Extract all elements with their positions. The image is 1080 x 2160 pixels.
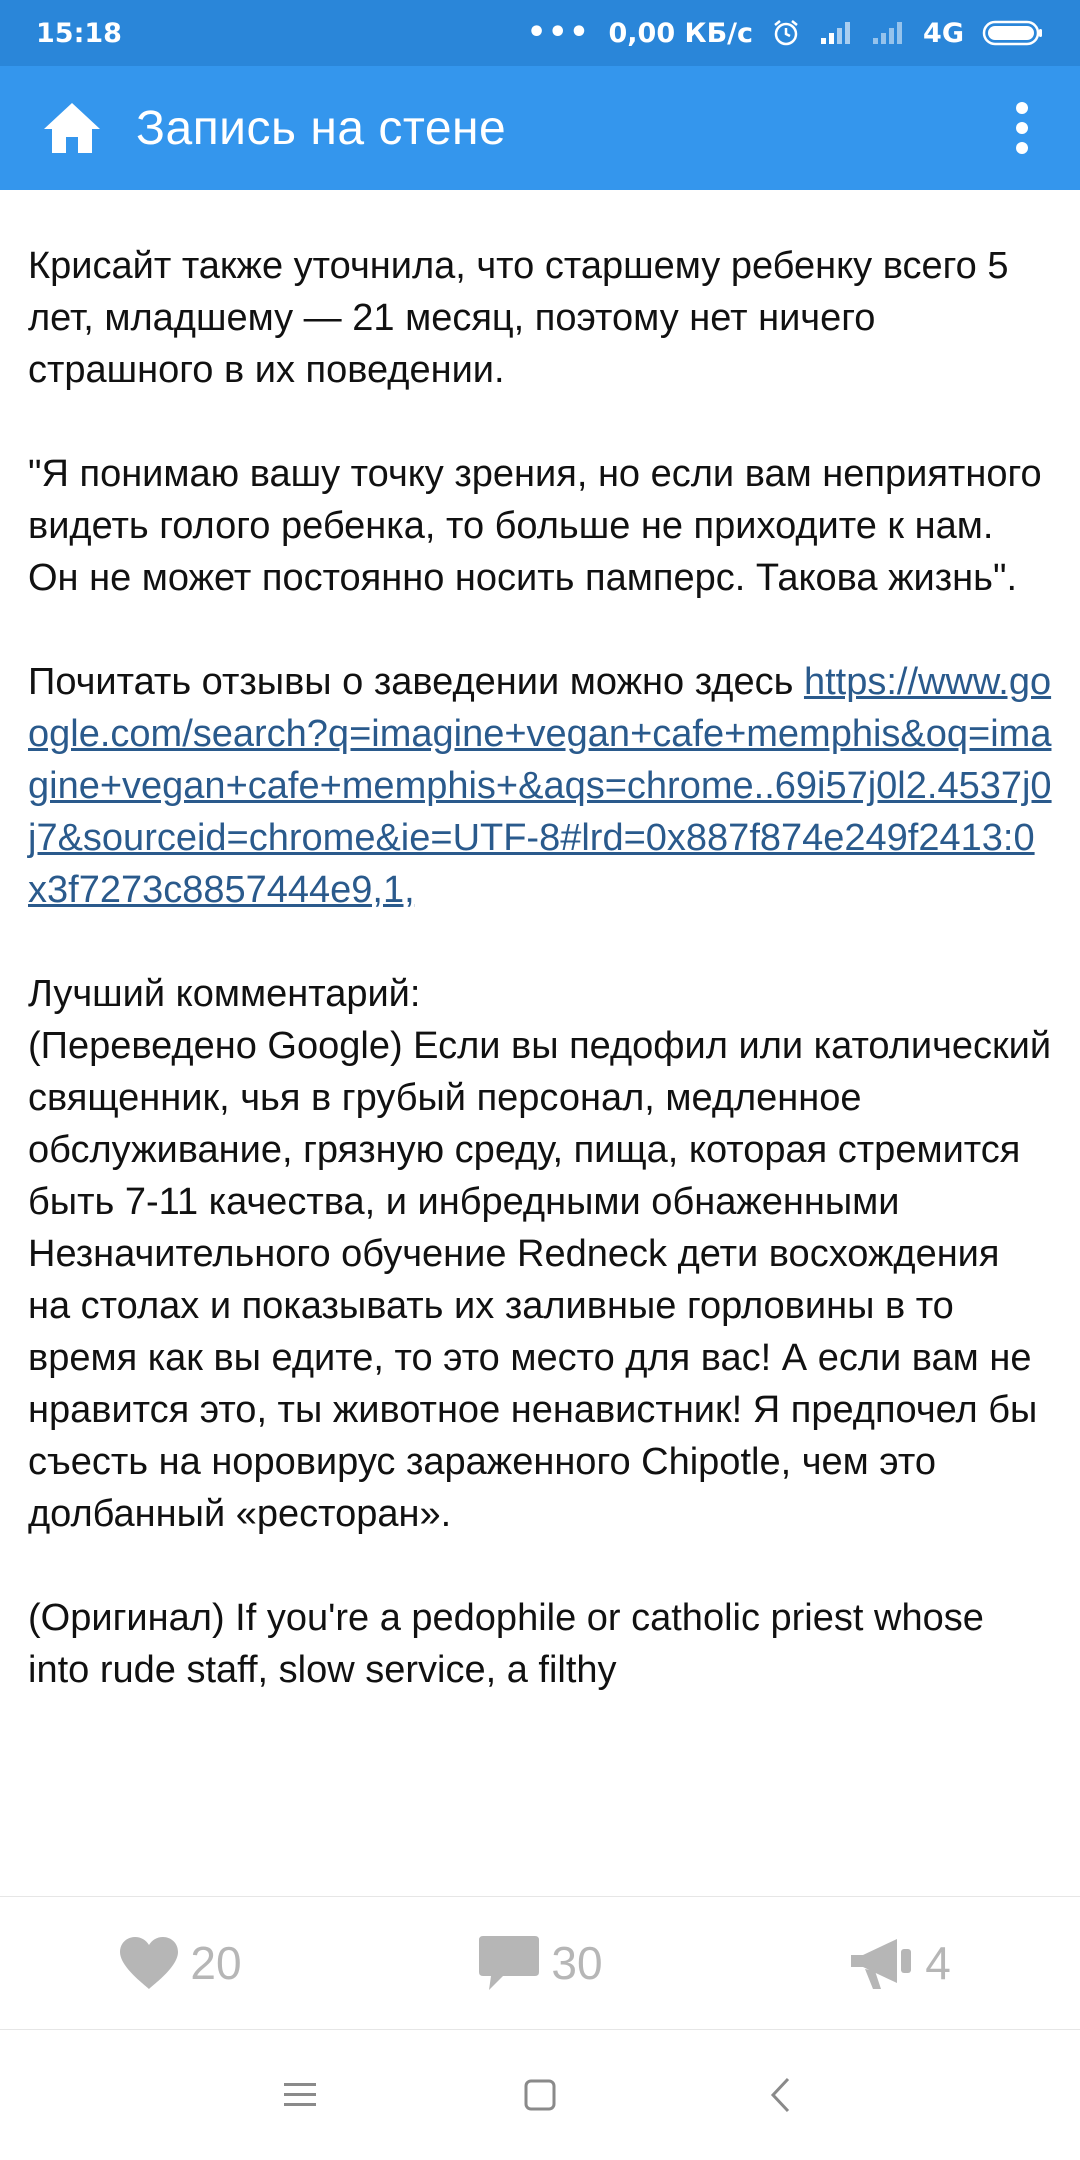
comment-count: 30: [551, 1937, 603, 1989]
post-content[interactable]: [0, 190, 1080, 1896]
repost-button[interactable]: [720, 1935, 1080, 1991]
battery-icon: [982, 19, 1044, 47]
home-square-icon[interactable]: [510, 2065, 570, 2125]
comment-icon: [477, 1934, 541, 1992]
network-speed: 0,00 КБ/с: [608, 17, 754, 49]
home-icon[interactable]: [38, 94, 106, 162]
like-button[interactable]: [0, 1935, 360, 1991]
more-vert-icon[interactable]: [992, 88, 1052, 168]
app-bar: [0, 66, 1080, 190]
reviews-link[interactable]: https://www.google.com/search?q=imagine+vegan+cafe+memphis&oq=imagine+vegan+cafe+memphis+&aqs=chrome..69i57j0l2.4537j0j7&sourceid=chrome&ie=UTF-8#lrd=0x887f874e249f2413:0x3f7273c8857444e9,1,: [28, 661, 1052, 911]
comment-button[interactable]: [360, 1934, 720, 1992]
heart-icon: [118, 1935, 180, 1991]
menu-icon[interactable]: [270, 2065, 330, 2125]
status-time: 15:18: [36, 17, 122, 49]
post-paragraph-3-text: Почитать отзывы о заведении можно здесь: [28, 661, 804, 703]
like-count: 20: [190, 1937, 242, 1989]
alarm-icon: [771, 18, 801, 48]
system-nav-bar: [0, 2030, 1080, 2160]
post-paragraph-3: [28, 656, 1052, 916]
post-paragraph-4: Лучший комментарий: (Переведено Google) Если вы педофил или католический священник, чья в грубый персонал, медленное обслуживание, грязную среду, пища, которая стремится быть 7-11 качества, и инбредными обнаженными Незначительного обучение Redneck дети восхождения на столах и показывать их заливные горловины в то время как вы едите, то это место для вас! А если вам не нравится это, ты животное ненавистник! Я предпочел бы съесть на норовирус зараженного Chipotle, чем это долбанный «ресторан».: [28, 973, 1052, 1535]
post-paragraph-1: Крисайт также уточнила, что старшему ребенку всего 5 лет, младшему — 21 месяц, поэтому нет ничего страшного в их поведении.: [28, 245, 1020, 391]
action-bar: [0, 1896, 1080, 2030]
page-title: Запись на стене: [136, 101, 507, 155]
post-paragraph-5: (Оригинал) If you're a pedophile or catholic priest whose into rude staff, slow service, a filthy: [28, 1597, 995, 1691]
megaphone-icon: [849, 1935, 915, 1991]
back-icon[interactable]: [750, 2065, 810, 2125]
notification-dots: •••: [526, 15, 591, 50]
repost-count: 4: [925, 1937, 951, 1989]
network-type: 4G: [923, 17, 964, 49]
signal-icon: [819, 20, 853, 46]
status-bar: [0, 0, 1080, 66]
signal-icon-2: [871, 20, 905, 46]
post-paragraph-2: "Я понимаю вашу точку зрения, но если вам неприятного видеть голого ребенка, то больше не приходите к нам. Он не может постоянно носить памперс. Такова жизнь".: [28, 453, 1053, 599]
status-right: [526, 15, 1044, 50]
